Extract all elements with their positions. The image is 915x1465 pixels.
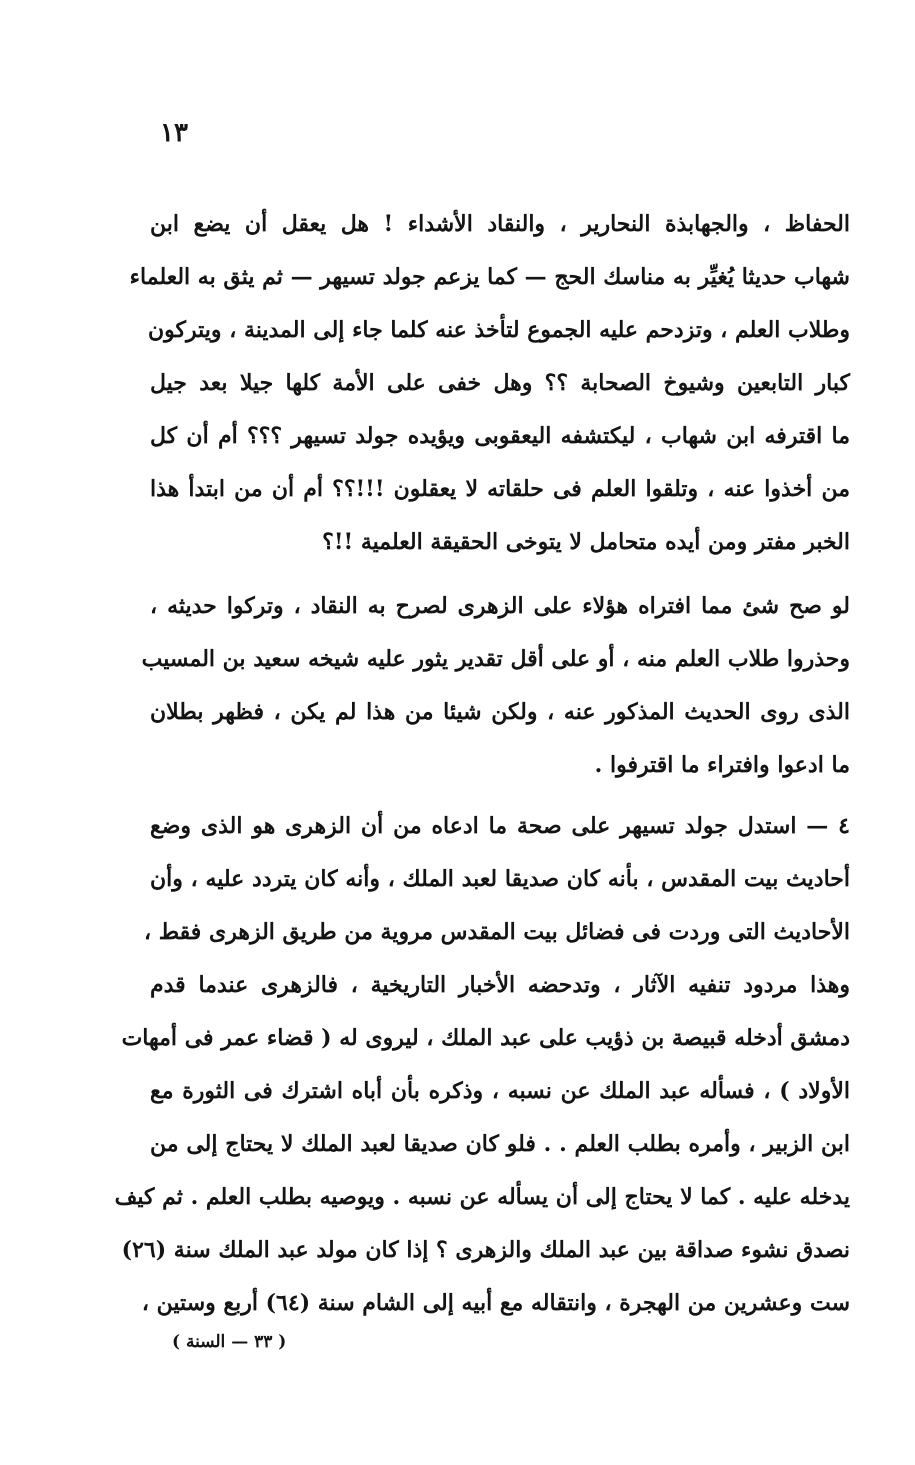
text-line: الذى روى الحديث المذكور عنه ، ولكن شيئا من هذا لم يكن ، فظهر بطلان [150, 699, 850, 725]
text-line: من أخذوا عنه ، وتلقوا العلم فى حلقاته لا يعقلون !!!؟؟ أم أن من ابتدأ هذا [150, 476, 850, 502]
paragraph [114, 800, 850, 1330]
text-line: وطلاب العلم ، وتزدحم عليه الجموع لتأخذ عنه كلما جاء إلى المدينة ، ويتركون [148, 317, 850, 343]
text-line: أحاديث بيت المقدس ، بأنه كان صديقا لعبد الملك ، وأنه كان يتردد عليه ، وأن [150, 866, 850, 892]
paragraph [141, 580, 850, 792]
page-number: ١٣ [160, 118, 188, 148]
text-line: يدخله عليه . كما لا يحتاج إلى أن يسأله عن نسبه . ويوصيه بطلب العلم . ثم كيف [114, 1184, 850, 1210]
text-line: شهاب حديثا يُغيِّر به مناسك الحج — كما يزعم جولد تسيهر — ثم يثق به العلماء [129, 264, 850, 290]
page-footer-signature: ( ٣٣ — السنة ) [172, 1332, 287, 1352]
text-line: نصدق نشوء صداقة بين عبد الملك والزهرى ؟ إذا كان مولد عبد الملك سنة (٢٦) [121, 1237, 850, 1263]
text-line: ابن الزبير ، وأمره بطلب العلم . . فلو كان صديقا لعبد الملك لا يحتاج إلى من [150, 1131, 850, 1157]
text-line: الأحاديث التى وردت فى فضائل بيت المقدس مروية من طريق الزهرى فقط ، [144, 919, 850, 945]
text-line: ما اقترفه ابن شهاب ، ليكتشفه اليعقوبى ويؤيده جولد تسيهر ؟؟؟ أم أن كل [150, 423, 850, 449]
text-line: وحذروا طلاب العلم منه ، أو على أقل تقدير يثور عليه شيخه سعيد بن المسيب [141, 646, 850, 672]
text-line: ما ادعوا وافتراء ما اقترفوا . [594, 752, 850, 778]
text-line: الحفاظ ، والجهابذة النحارير ، والنقاد الأشداء ! هل يعقل أن يضع ابن [150, 211, 850, 237]
text-line: الخبر مفتر ومن أيده متحامل لا يتوخى الحقيقة العلمية !!؟ [322, 529, 850, 555]
text-line: ست وعشرين من الهجرة ، وانتقاله مع أبيه إلى الشام سنة (٦٤) أربع وستين ، [141, 1290, 850, 1316]
paragraph [129, 198, 850, 569]
text-line: ٤ — استدل جولد تسيهر على صحة ما ادعاه من أن الزهرى هو الذى وضع [150, 813, 850, 839]
text-line: كبار التابعين وشيوخ الصحابة ؟؟ وهل خفى على الأمة كلها جيلا بعد جيل [150, 370, 850, 396]
text-line: لو صح شئ مما افتراه هؤلاء على الزهرى لصرح به النقاد ، وتركوا حديثه ، [150, 593, 850, 619]
text-line: دمشق أدخله قبيصة بن ذؤيب على عبد الملك ، ليروى له ( قضاء عمر فى أمهات [121, 1025, 850, 1051]
text-line: وهذا مردود تنفيه الآثار ، وتدحضه الأخبار التاريخية ، فالزهرى عندما قدم [150, 972, 850, 998]
text-line: الأولاد ) ، فسأله عبد الملك عن نسبه ، وذكره بأن أباه اشترك فى الثورة مع [150, 1078, 850, 1104]
